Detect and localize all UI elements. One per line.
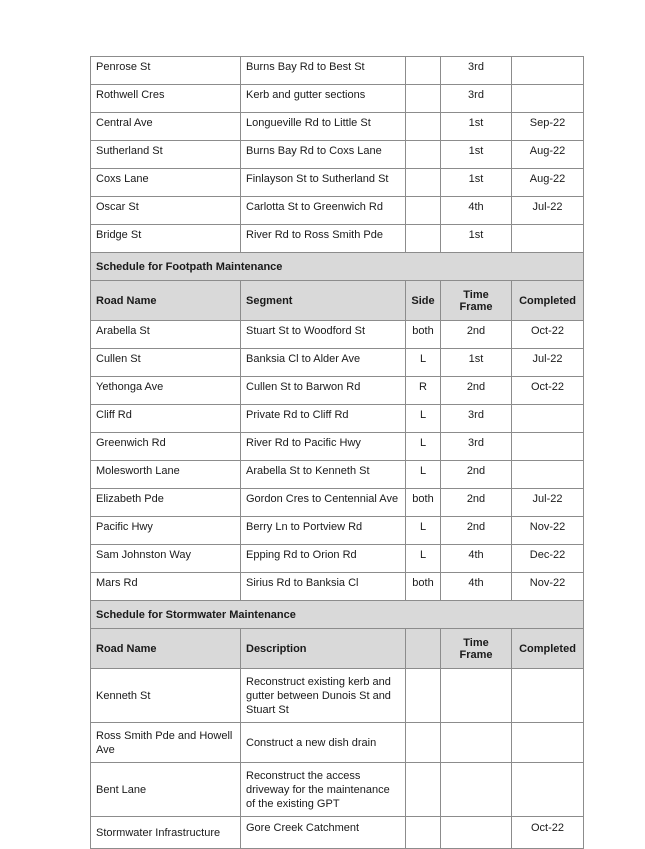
- table-row: [91, 817, 584, 849]
- table-row: [91, 169, 584, 197]
- side-cell: [406, 763, 441, 817]
- side-cell: L: [406, 517, 441, 545]
- completed-cell: Jul-22: [512, 349, 584, 377]
- description-cell: Reconstruct the access driveway for the maintenance of the existing GPT: [241, 763, 406, 817]
- time-frame-cell: [441, 817, 512, 849]
- table-row: [91, 85, 584, 113]
- side-cell: [406, 57, 441, 85]
- road-name-cell: Bridge St: [91, 225, 241, 253]
- header-time-frame: Time Frame: [441, 629, 512, 669]
- header-description: Description: [241, 629, 406, 669]
- completed-cell: Dec-22: [512, 545, 584, 573]
- completed-cell: Sep-22: [512, 113, 584, 141]
- table-row: [91, 489, 584, 517]
- road-name-cell: Pacific Hwy: [91, 517, 241, 545]
- side-cell: both: [406, 489, 441, 517]
- table-row: [91, 57, 584, 85]
- side-cell: L: [406, 405, 441, 433]
- time-frame-cell: 3rd: [441, 57, 512, 85]
- stormwater-rows: [91, 669, 584, 849]
- time-frame-cell: 2nd: [441, 517, 512, 545]
- header-time-frame: Time Frame: [441, 281, 512, 321]
- table-row: [91, 763, 584, 817]
- header-side-blank: [406, 629, 441, 669]
- road-name-cell: Arabella St: [91, 321, 241, 349]
- road-name-cell: Yethonga Ave: [91, 377, 241, 405]
- side-cell: L: [406, 545, 441, 573]
- segment-cell: Berry Ln to Portview Rd: [241, 517, 406, 545]
- road-name-cell: Bent Lane: [91, 763, 241, 817]
- side-cell: both: [406, 573, 441, 601]
- side-cell: [406, 169, 441, 197]
- segment-cell: River Rd to Ross Smith Pde: [241, 225, 406, 253]
- segment-cell: Sirius Rd to Banksia Cl: [241, 573, 406, 601]
- road-name-cell: Ross Smith Pde and Howell Ave: [91, 723, 241, 763]
- time-frame-cell: 2nd: [441, 377, 512, 405]
- footpath-section-title-row: [91, 253, 584, 281]
- side-cell: L: [406, 461, 441, 489]
- segment-cell: Cullen St to Barwon Rd: [241, 377, 406, 405]
- time-frame-cell: 1st: [441, 169, 512, 197]
- header-completed: Completed: [512, 281, 584, 321]
- completed-cell: [512, 433, 584, 461]
- segment-cell: Kerb and gutter sections: [241, 85, 406, 113]
- completed-cell: Oct-22: [512, 817, 584, 849]
- table-row: [91, 349, 584, 377]
- description-cell: Construct a new dish drain: [241, 723, 406, 763]
- road-name-cell: Elizabeth Pde: [91, 489, 241, 517]
- table-row: [91, 225, 584, 253]
- table-row: [91, 141, 584, 169]
- completed-cell: Nov-22: [512, 517, 584, 545]
- completed-cell: [512, 461, 584, 489]
- side-cell: [406, 817, 441, 849]
- stormwater-section-title-row: [91, 601, 584, 629]
- side-cell: [406, 197, 441, 225]
- table-row: [91, 461, 584, 489]
- table-row: [91, 573, 584, 601]
- stormwater-section-title: Schedule for Stormwater Maintenance: [91, 601, 584, 629]
- time-frame-cell: 4th: [441, 197, 512, 225]
- side-cell: R: [406, 377, 441, 405]
- completed-cell: Aug-22: [512, 141, 584, 169]
- header-completed: Completed: [512, 629, 584, 669]
- footpath-header-row: [91, 281, 584, 321]
- table-row: [91, 377, 584, 405]
- road-name-cell: Oscar St: [91, 197, 241, 225]
- road-name-cell: Cullen St: [91, 349, 241, 377]
- completed-cell: [512, 57, 584, 85]
- side-cell: L: [406, 349, 441, 377]
- table-row: [91, 669, 584, 723]
- footpath-section-title: Schedule for Footpath Maintenance: [91, 253, 584, 281]
- completed-cell: Oct-22: [512, 377, 584, 405]
- time-frame-cell: 4th: [441, 573, 512, 601]
- side-cell: both: [406, 321, 441, 349]
- table-row: [91, 723, 584, 763]
- road-name-cell: Kenneth St: [91, 669, 241, 723]
- completed-cell: Nov-22: [512, 573, 584, 601]
- segment-cell: Epping Rd to Orion Rd: [241, 545, 406, 573]
- side-cell: L: [406, 433, 441, 461]
- side-cell: [406, 113, 441, 141]
- completed-cell: [512, 225, 584, 253]
- side-cell: [406, 85, 441, 113]
- road-name-cell: Sam Johnston Way: [91, 545, 241, 573]
- time-frame-cell: 3rd: [441, 433, 512, 461]
- time-frame-cell: 2nd: [441, 489, 512, 517]
- description-cell: Gore Creek Catchment: [241, 817, 406, 849]
- segment-cell: Arabella St to Kenneth St: [241, 461, 406, 489]
- road-name-cell: Coxs Lane: [91, 169, 241, 197]
- road-name-cell: Molesworth Lane: [91, 461, 241, 489]
- road-name-cell: Central Ave: [91, 113, 241, 141]
- completed-cell: Jul-22: [512, 197, 584, 225]
- road-name-cell: Stormwater Infrastructure: [91, 817, 241, 849]
- road-name-cell: Penrose St: [91, 57, 241, 85]
- completed-cell: [512, 405, 584, 433]
- table-row: [91, 545, 584, 573]
- table-row: [91, 321, 584, 349]
- road-name-cell: Greenwich Rd: [91, 433, 241, 461]
- road-name-cell: Cliff Rd: [91, 405, 241, 433]
- side-cell: [406, 225, 441, 253]
- table-row: [91, 113, 584, 141]
- completed-cell: [512, 85, 584, 113]
- segment-cell: Stuart St to Woodford St: [241, 321, 406, 349]
- segment-cell: Carlotta St to Greenwich Rd: [241, 197, 406, 225]
- side-cell: [406, 723, 441, 763]
- segment-cell: Burns Bay Rd to Coxs Lane: [241, 141, 406, 169]
- side-cell: [406, 141, 441, 169]
- header-side: Side: [406, 281, 441, 321]
- time-frame-cell: 3rd: [441, 85, 512, 113]
- time-frame-cell: 1st: [441, 225, 512, 253]
- stormwater-schedule-body: [91, 601, 584, 669]
- time-frame-cell: 3rd: [441, 405, 512, 433]
- header-road-name: Road Name: [91, 281, 241, 321]
- time-frame-cell: 4th: [441, 545, 512, 573]
- completed-cell: [512, 763, 584, 817]
- time-frame-cell: 1st: [441, 141, 512, 169]
- time-frame-cell: 2nd: [441, 321, 512, 349]
- time-frame-cell: 1st: [441, 113, 512, 141]
- table-row: [91, 197, 584, 225]
- segment-cell: Finlayson St to Sutherland St: [241, 169, 406, 197]
- header-segment: Segment: [241, 281, 406, 321]
- road-name-cell: Mars Rd: [91, 573, 241, 601]
- time-frame-cell: 1st: [441, 349, 512, 377]
- completed-cell: [512, 669, 584, 723]
- segment-cell: Burns Bay Rd to Best St: [241, 57, 406, 85]
- road-name-cell: Sutherland St: [91, 141, 241, 169]
- description-cell: Reconstruct existing kerb and gutter between Dunois St and Stuart St: [241, 669, 406, 723]
- completed-cell: Jul-22: [512, 489, 584, 517]
- completed-cell: Oct-22: [512, 321, 584, 349]
- segment-cell: River Rd to Pacific Hwy: [241, 433, 406, 461]
- table-row: [91, 433, 584, 461]
- segment-cell: Private Rd to Cliff Rd: [241, 405, 406, 433]
- table-row: [91, 517, 584, 545]
- completed-cell: [512, 723, 584, 763]
- segment-cell: Banksia Cl to Alder Ave: [241, 349, 406, 377]
- segment-cell: Gordon Cres to Centennial Ave: [241, 489, 406, 517]
- segment-cell: Longueville Rd to Little St: [241, 113, 406, 141]
- road-schedule-body: [91, 57, 584, 253]
- table-row: [91, 405, 584, 433]
- footpath-schedule-body: [91, 253, 584, 321]
- time-frame-cell: [441, 669, 512, 723]
- road-name-cell: Rothwell Cres: [91, 85, 241, 113]
- footpath-rows: [91, 321, 584, 601]
- time-frame-cell: [441, 763, 512, 817]
- time-frame-cell: 2nd: [441, 461, 512, 489]
- side-cell: [406, 669, 441, 723]
- maintenance-schedule-table: [90, 56, 584, 849]
- time-frame-cell: [441, 723, 512, 763]
- completed-cell: Aug-22: [512, 169, 584, 197]
- header-road-name: Road Name: [91, 629, 241, 669]
- stormwater-header-row: [91, 629, 584, 669]
